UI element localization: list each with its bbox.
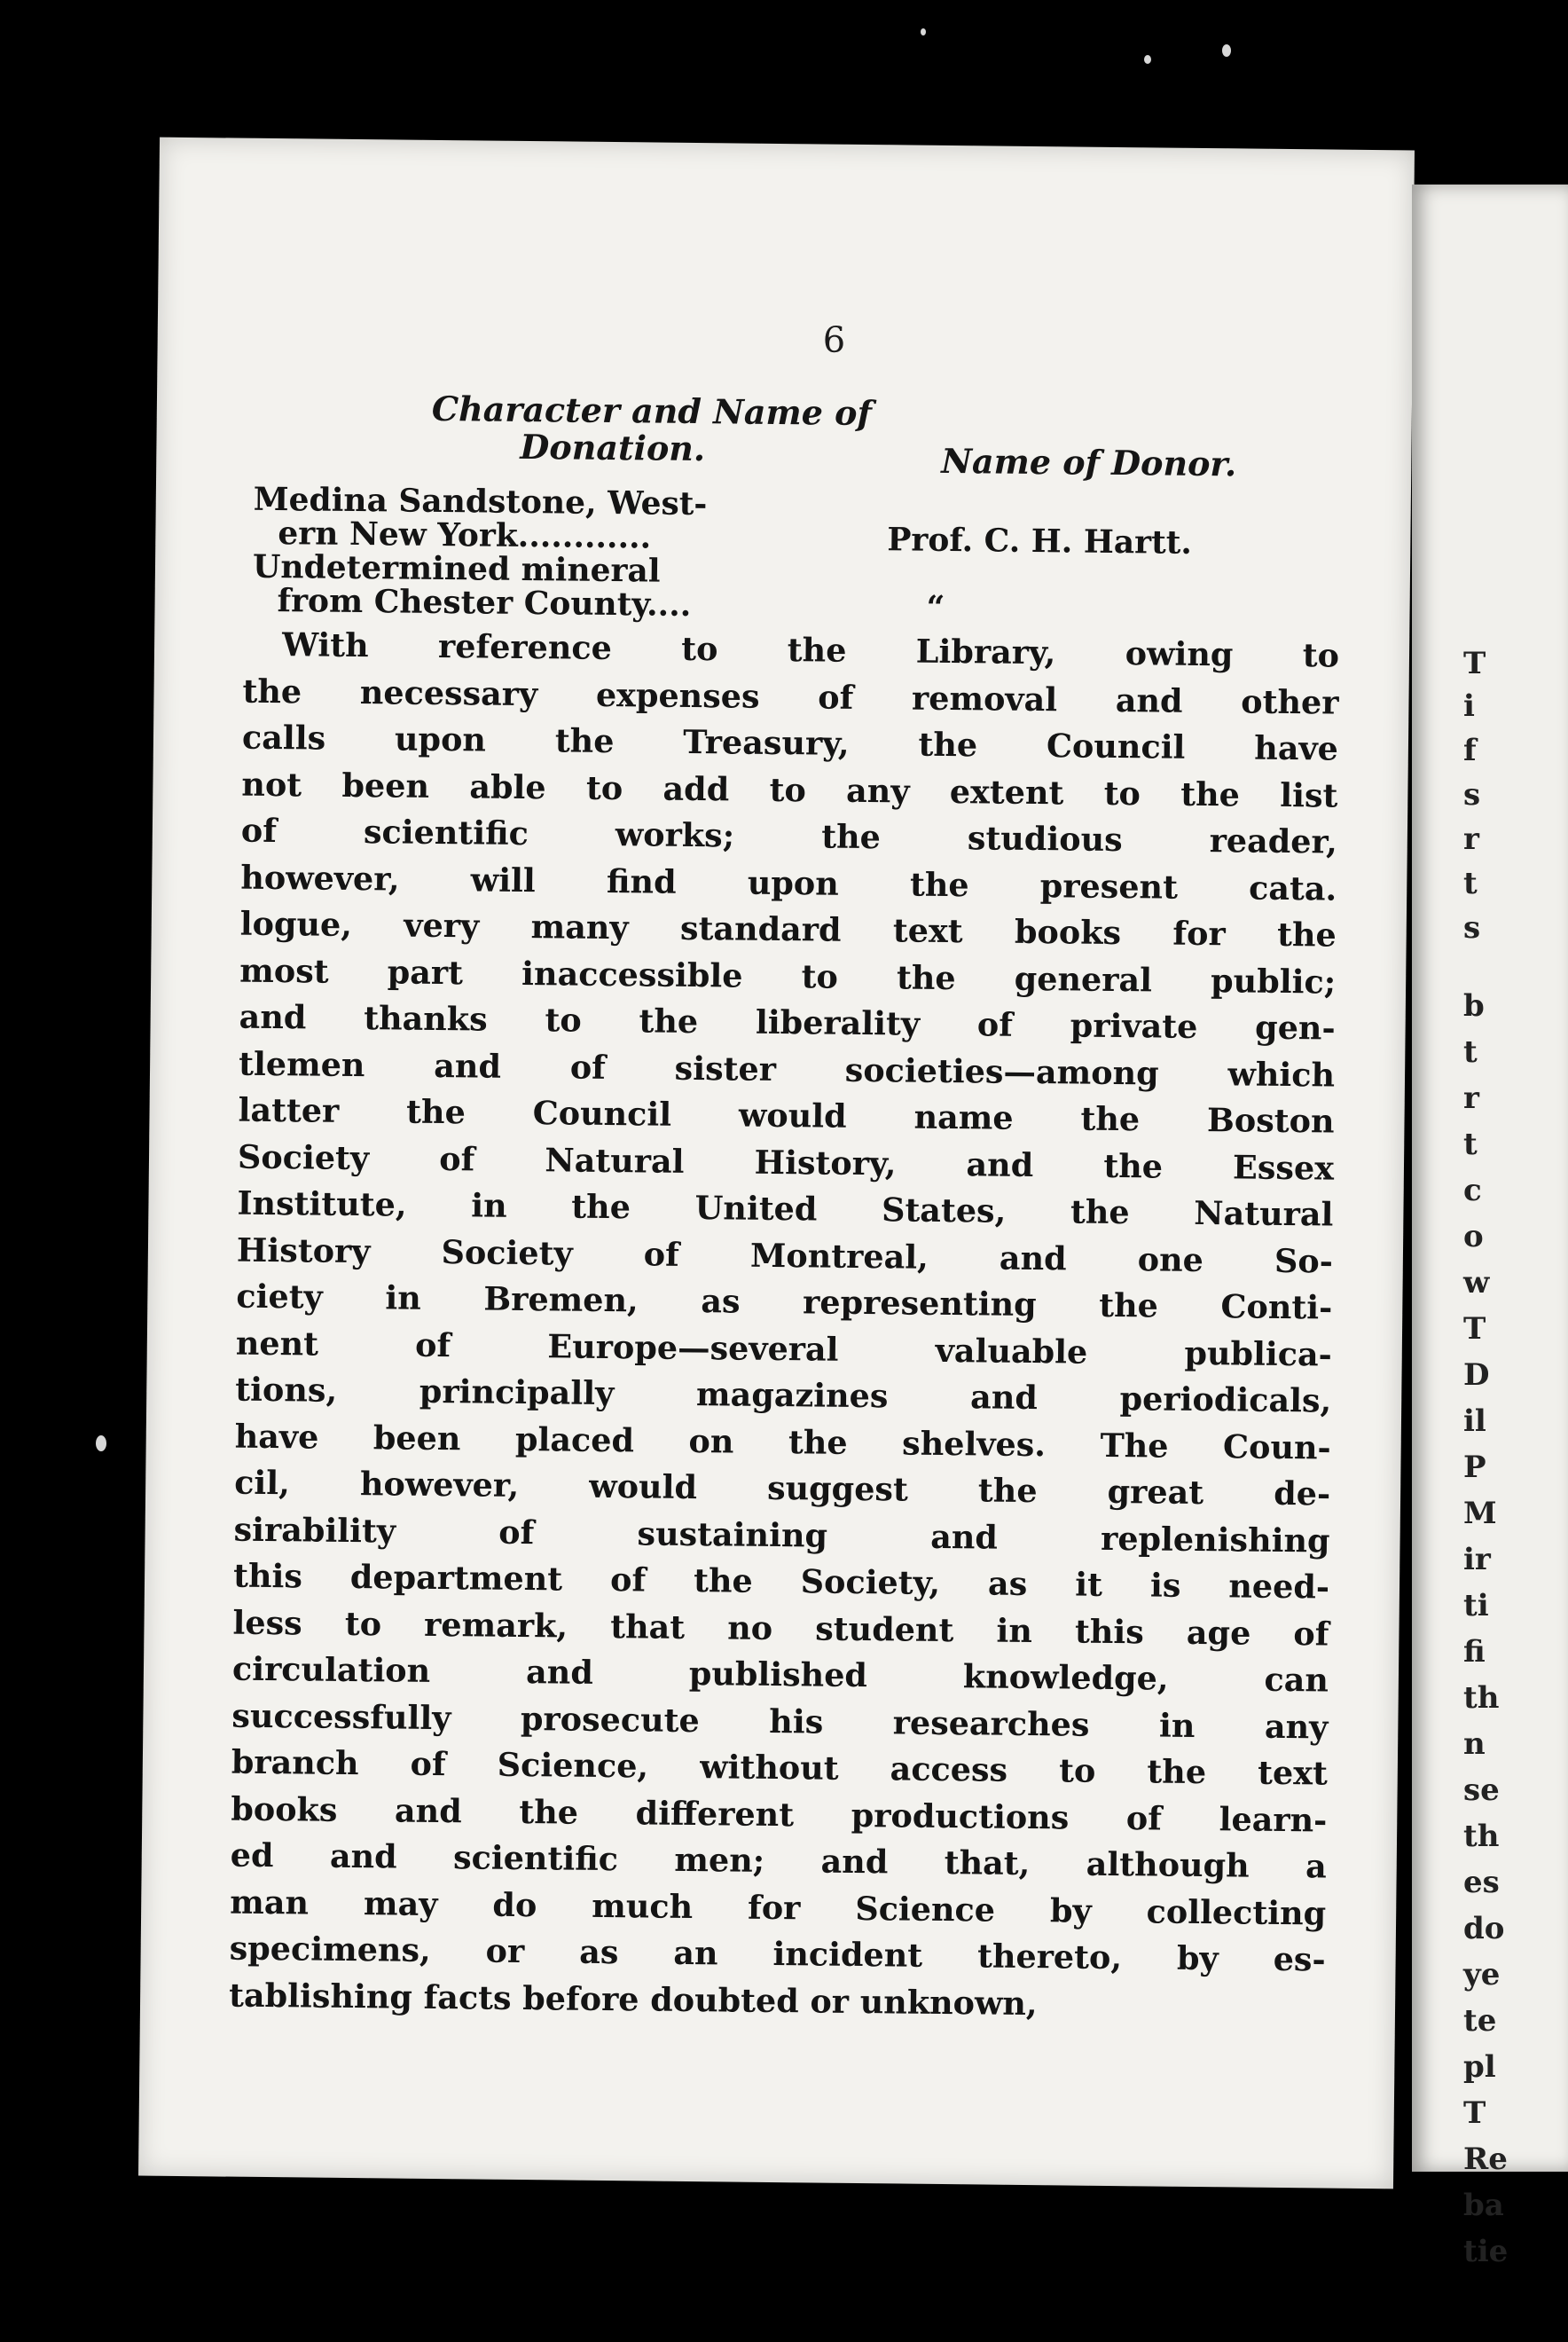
adjacent-page-fragment: fi bbox=[1463, 1634, 1486, 1670]
paragraph-line: less to remark, that no student in this age of bbox=[232, 1603, 1329, 1654]
adjacent-page-fragment: ti bbox=[1463, 1588, 1489, 1623]
paragraph-line: tlemen and of sister societies—among which bbox=[238, 1044, 1336, 1095]
adjacent-page-fragment: D bbox=[1463, 1357, 1490, 1393]
donation-list bbox=[252, 480, 1362, 629]
donation-name: ern New York............ bbox=[278, 515, 652, 556]
adjacent-page-fragment: il bbox=[1463, 1403, 1486, 1439]
adjacent-page-fragment: Re bbox=[1463, 2142, 1508, 2177]
paragraph-line: however, will find upon the present cata. bbox=[240, 858, 1337, 908]
paragraph-line: have been placed on the shelves. The Coun- bbox=[234, 1417, 1331, 1467]
adjacent-page-fragment: ir bbox=[1463, 1542, 1491, 1577]
donation-name: Medina Sandstone, West- bbox=[253, 480, 708, 523]
adjacent-page-fragment: th bbox=[1463, 1680, 1500, 1716]
paragraph-line: ciety in Bremen, as representing the Conti- bbox=[236, 1277, 1333, 1327]
paragraph-line: With reference to the Library, owing to bbox=[281, 625, 1340, 675]
adjacent-page-fragment: se bbox=[1463, 1772, 1500, 1808]
dust-speck bbox=[921, 28, 926, 35]
adjacent-page-fragment: s bbox=[1463, 777, 1481, 813]
adjacent-page-fragment: f bbox=[1463, 733, 1477, 768]
adjacent-page-fragment: w bbox=[1463, 1265, 1490, 1301]
adjacent-page-fragment: n bbox=[1463, 1726, 1486, 1762]
paragraph-line: books and the different productions of learn- bbox=[231, 1789, 1328, 1840]
adjacent-page-fragment: T bbox=[1463, 2095, 1486, 2131]
donation-name: from Chester County.... bbox=[277, 582, 692, 624]
adjacent-page-fragment: te bbox=[1463, 2003, 1497, 2039]
paragraph-line: cil, however, would suggest the great de- bbox=[233, 1463, 1331, 1513]
paragraph-line: Institute, in the United States, the Natural bbox=[237, 1183, 1334, 1234]
paragraph-line: of scientific works; the studious reader, bbox=[240, 811, 1338, 861]
adjacent-page-fragment: t bbox=[1463, 866, 1478, 901]
paragraph-line: sirability of sustaining and replenishing bbox=[233, 1510, 1330, 1560]
adjacent-page-fragment: T bbox=[1463, 1311, 1486, 1347]
adjacent-page-edge bbox=[1412, 185, 1568, 2269]
paragraph-line: most part inaccessible to the general public; bbox=[239, 951, 1337, 1002]
column-header-donation-line2: Donation. bbox=[520, 426, 706, 469]
paragraph-line: tions, principally magazines and periodicals, bbox=[235, 1370, 1332, 1420]
adjacent-page-fragment: M bbox=[1463, 1496, 1497, 1531]
paragraph-line: latter the Council would name the Boston bbox=[238, 1090, 1335, 1141]
paragraph-line: Society of Natural History, and the Essex bbox=[237, 1137, 1335, 1188]
book-page bbox=[138, 138, 1415, 2189]
adjacent-page-fragment: i bbox=[1463, 688, 1475, 724]
adjacent-page-fragment: th bbox=[1463, 1819, 1500, 1854]
paragraph-line: branch of Science, without access to the text bbox=[231, 1742, 1329, 1793]
paragraph-line: successfully prosecute his researches in any bbox=[231, 1696, 1329, 1747]
adjacent-page-fragment: es bbox=[1463, 1865, 1500, 1900]
dust-speck bbox=[96, 1435, 106, 1451]
dust-speck bbox=[1144, 55, 1151, 64]
adjacent-page-fragment: P bbox=[1463, 1450, 1486, 1485]
donor-name: Prof. C. H. Hartt. bbox=[887, 521, 1193, 562]
adjacent-page-fragment: ye bbox=[1463, 1957, 1501, 1992]
paragraph-line: specimens, or as an incident thereto, by es- bbox=[229, 1929, 1326, 1979]
paragraph-line: calls upon the Treasury, the Council have bbox=[241, 718, 1339, 768]
adjacent-page-fragment: c bbox=[1463, 1173, 1482, 1208]
dust-speck bbox=[1222, 44, 1231, 57]
adjacent-page-fragment: T bbox=[1463, 646, 1486, 681]
paragraph-line: logue, very many standard text books for the bbox=[239, 904, 1337, 955]
adjacent-page-fragment: r bbox=[1463, 1081, 1479, 1116]
adjacent-page-fragment: t bbox=[1463, 1034, 1478, 1070]
adjacent-page-fragment: b bbox=[1463, 988, 1485, 1024]
donation-name: Undetermined mineral bbox=[252, 547, 661, 590]
paragraph-line: man may do much for Science by collecting bbox=[230, 1882, 1327, 1933]
paragraph-line: the necessary expenses of removal and other bbox=[242, 672, 1339, 722]
adjacent-page-fragment: ba bbox=[1463, 2188, 1504, 2223]
paragraph-line: and thanks to the liberality of private gen- bbox=[239, 997, 1336, 1048]
page-number: 6 bbox=[822, 319, 846, 361]
paragraph-line: not been able to add to any extent to the list bbox=[241, 765, 1338, 815]
paragraph-line: ed and scientific men; and that, although a bbox=[230, 1835, 1327, 1886]
paragraph-line: nent of Europe—several valuable publica- bbox=[235, 1324, 1333, 1374]
paragraph-line: History Society of Montreal, and one So- bbox=[236, 1230, 1334, 1281]
paragraph-line: tablishing facts before doubted or unknown, bbox=[228, 1976, 1038, 2023]
adjacent-page-fragment: tie bbox=[1463, 2234, 1509, 2269]
library-paragraph bbox=[229, 622, 1339, 2031]
adjacent-page-fragment: do bbox=[1463, 1911, 1505, 1946]
adjacent-page-fragment: o bbox=[1463, 1219, 1484, 1254]
adjacent-page-fragment: r bbox=[1463, 821, 1479, 857]
adjacent-page-fragment: pl bbox=[1463, 2049, 1496, 2085]
adjacent-page-fragment: s bbox=[1463, 910, 1481, 946]
paragraph-line: circulation and published knowledge, can bbox=[231, 1649, 1329, 1700]
column-header-donation-line1: Character and Name of bbox=[431, 388, 873, 434]
column-header-donor: Name of Donor. bbox=[941, 440, 1237, 484]
column-header-donation bbox=[431, 390, 893, 469]
ditto-mark: “ bbox=[926, 588, 945, 626]
adjacent-page-fragment: t bbox=[1463, 1127, 1478, 1162]
paragraph-line: this department of the Society, as it is need- bbox=[232, 1556, 1330, 1607]
